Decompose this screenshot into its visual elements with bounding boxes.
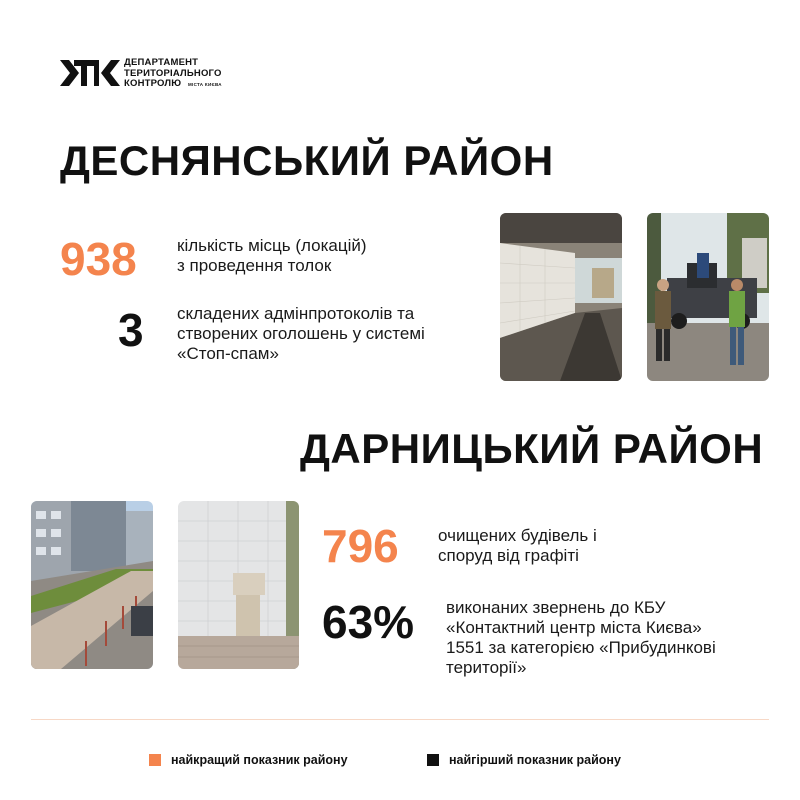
orange-square-icon: [149, 754, 161, 766]
legend-best-label: найкращий показник району: [171, 753, 348, 767]
stat-description-requests: виконаних звернень до КБУ «Контактний центр міста Києва» 1551 за категорією «Прибудинкові території»: [446, 598, 716, 677]
logo-mark-icon: [60, 58, 120, 88]
stat-value-locations: 938: [60, 233, 137, 285]
department-logo: [60, 58, 230, 92]
stat-value-requests: 63%: [322, 596, 415, 648]
stat-description-locations: кількість місць (локацій) з проведення толок: [177, 236, 367, 275]
stat-value-buildings: 796: [322, 520, 399, 572]
black-square-icon: [427, 754, 439, 766]
logo-title: ДЕПАРТАМЕНТ ТЕРИТОРІАЛЬНОГО КОНТРОЛЮ: [124, 57, 222, 89]
stat-value-protocols: 3: [118, 304, 144, 356]
district-title-darnytskyi: ДАРНИЦЬКИЙ РАЙОН: [300, 425, 764, 472]
legend-worst-label: найгірший показник району: [449, 753, 621, 767]
divider: [31, 719, 769, 720]
legend-worst: [427, 753, 621, 767]
stat-description-buildings: очищених будівель і споруд від графіті: [438, 526, 597, 565]
legend-best: [149, 753, 348, 767]
photo-street-sidewalk: [31, 501, 153, 669]
stat-description-protocols: складених адмінпротоколів та створених оголошень у системі «Стоп-спам»: [177, 304, 425, 363]
district-title-desnianskyi: ДЕСНЯНСЬКИЙ РАЙОН: [60, 137, 554, 184]
photo-underpass-wall: [500, 213, 622, 381]
photo-painted-wall: [178, 501, 299, 669]
logo-city: МІСТА КИЄВА: [188, 82, 222, 87]
photo-cleanup-workers: [647, 213, 769, 381]
